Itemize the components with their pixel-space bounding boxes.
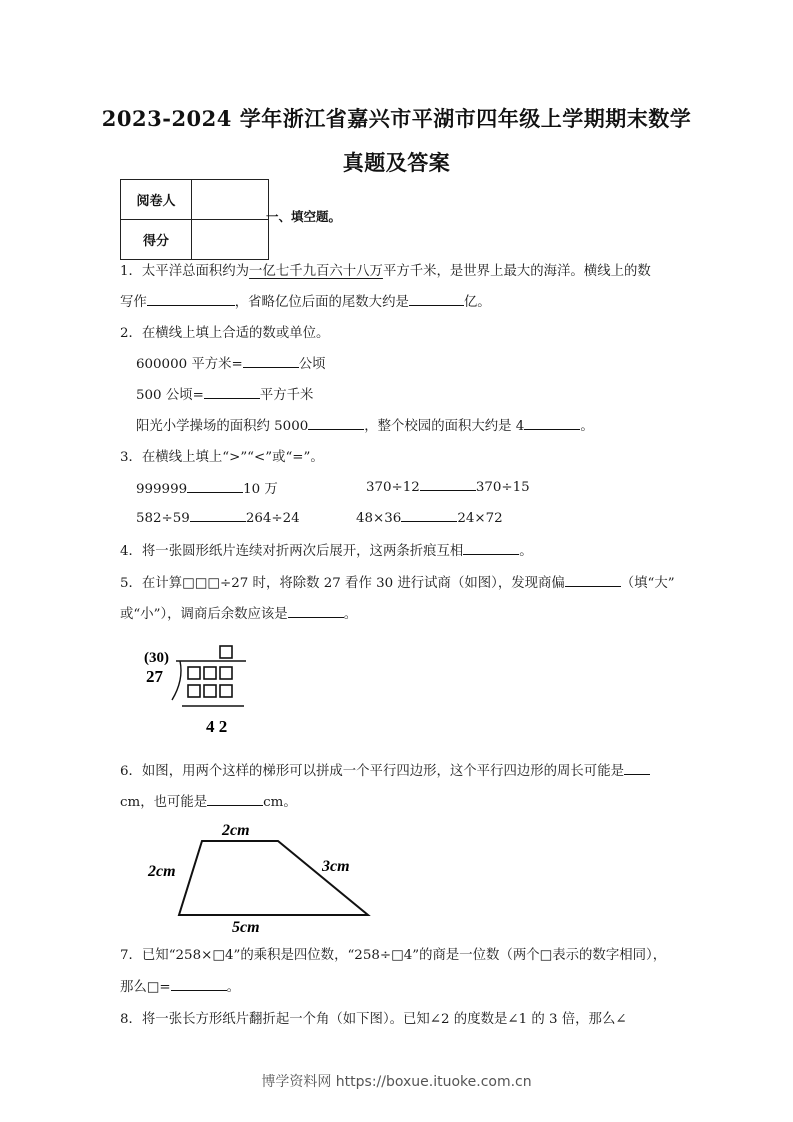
question-2b <box>136 384 313 403</box>
q3-item2-blank[interactable] <box>420 478 476 491</box>
q2a-text: 600000 平方米= <box>136 357 243 372</box>
question-1-line1 <box>120 260 651 279</box>
dividend-box-icon <box>220 667 232 679</box>
dividend-box-icon <box>204 667 216 679</box>
q3-item1-right: 10 万 <box>243 482 278 497</box>
q5-text-d: 。 <box>343 607 358 622</box>
product-box-icon <box>188 685 200 697</box>
q7-text-a: 那么□= <box>120 980 171 995</box>
question-4 <box>120 540 533 559</box>
q5-blank-direction[interactable] <box>565 574 621 587</box>
question-7-line2 <box>120 976 240 995</box>
q2b-blank[interactable] <box>204 386 260 399</box>
q2c-text-mid: ，整个校园的面积大约是 4 <box>364 419 525 434</box>
score-label: 得分 <box>121 220 192 260</box>
question-3-stem: 3．在横线上填上“>”“<”或“=”。 <box>120 450 324 465</box>
score-table <box>120 179 269 260</box>
left-side-label: 2cm <box>148 863 176 880</box>
q3-item1-blank[interactable] <box>187 480 243 493</box>
document-title-line2: 真题及答案 <box>342 150 451 175</box>
grader-label: 阅卷人 <box>121 180 192 220</box>
q6-text-c: cm。 <box>263 795 297 810</box>
q6-text-a: 6．如图，用两个这样的梯形可以拼成一个平行四边形，这个平行四边形的周长可能是 <box>120 764 624 779</box>
question-7-line1: 7．已知“258×□4”的乘积是四位数，“258÷□4”的商是一位数（两个□表示的数字相同）， <box>120 948 667 963</box>
q5-text-c: 或“小”），调商后余数应该是 <box>120 607 288 622</box>
q5-blank-remainder[interactable] <box>288 605 344 618</box>
grader-value <box>192 180 269 220</box>
q2c-blank-2[interactable] <box>524 417 580 430</box>
q6-text-b: cm，也可能是 <box>120 795 208 810</box>
score-value <box>192 220 269 260</box>
footer-watermark: 博学资料网 https://boxue.ituoke.com.cn <box>261 1074 532 1090</box>
q1-underlined-number: 一亿七千九百六十八万 <box>249 264 383 279</box>
q3-item2-left: 370÷12 <box>366 480 420 495</box>
q1-text-e: 亿。 <box>463 295 491 310</box>
bottom-side-label: 5cm <box>232 919 260 936</box>
question-6-line2 <box>120 791 297 810</box>
product-box-icon <box>220 685 232 697</box>
q3-item3-right: 264÷24 <box>245 511 300 526</box>
score-row-points <box>121 220 269 260</box>
question-6-line1 <box>120 760 650 779</box>
q3-item3-blank[interactable] <box>190 509 246 522</box>
q1-text-b: 平方千米，是世界上最大的海洋。横线上的数 <box>382 264 651 279</box>
q7-blank[interactable] <box>171 978 227 991</box>
q3-item4-left: 48×36 <box>356 511 402 526</box>
q3-item-3 <box>136 509 300 526</box>
q2c-blank-1[interactable] <box>308 417 364 430</box>
q1-blank-numeral[interactable] <box>147 293 235 306</box>
question-2-stem: 2．在横线上填上合适的数或单位。 <box>120 326 330 341</box>
long-division-figure <box>140 640 250 740</box>
q2c-text-end: 。 <box>580 419 594 434</box>
q2a-unit: 公顷 <box>298 357 326 372</box>
divisor-label: 27 <box>146 667 163 686</box>
q1-blank-estimate[interactable] <box>409 293 464 306</box>
q3-item1-left: 999999 <box>136 482 188 497</box>
trapezoid-figure <box>140 812 390 937</box>
q2b-unit: 平方千米 <box>259 388 314 403</box>
q1-text-a: 1．太平洋总面积约为 <box>120 264 250 279</box>
score-row-grader <box>121 180 269 220</box>
section-heading: 一、填空题。 <box>266 209 342 224</box>
q5-text-a: 5．在计算□□□÷27 时，将除数 27 看作 30 进行试商（如图），发现商偏 <box>120 576 565 591</box>
q4-end: 。 <box>519 544 533 559</box>
remainder-label: 4 2 <box>206 717 228 736</box>
division-bracket <box>172 661 181 700</box>
q2b-text: 500 公顷= <box>136 388 204 403</box>
document-title-line1: 2023-2024 学年浙江省嘉兴市平湖市四年级上学期期末数学 <box>101 106 692 131</box>
q1-text-c: 写作 <box>120 295 147 310</box>
q2a-blank[interactable] <box>243 355 299 368</box>
question-8-line1: 8．将一张长方形纸片翻折起一个角（如下图）。已知∠2 的度数是∠1 的 3 倍，那么∠ <box>120 1012 627 1027</box>
q3-item2-right: 370÷15 <box>475 480 530 495</box>
q3-item-1 <box>136 478 278 497</box>
q2c-text: 阳光小学操场的面积约 5000 <box>136 419 309 434</box>
question-1-line2 <box>120 291 491 310</box>
question-5-line1 <box>120 572 675 591</box>
quotient-box-icon <box>220 646 232 658</box>
q3-item4-blank[interactable] <box>401 509 457 522</box>
q5-text-b: （填“大” <box>620 576 675 591</box>
q1-text-d: ，省略亿位后面的尾数大约是 <box>234 295 409 310</box>
top-side-label: 2cm <box>222 822 250 839</box>
right-side-label: 3cm <box>322 858 350 875</box>
dividend-box-icon <box>188 667 200 679</box>
question-2c <box>136 415 594 434</box>
q6-blank-2[interactable] <box>207 793 263 806</box>
q3-item4-right: 24×72 <box>457 511 503 526</box>
q3-item-2 <box>366 478 530 495</box>
q3-item3-left: 582÷59 <box>136 511 190 526</box>
q7-text-b: 。 <box>226 980 241 995</box>
q3-item-4 <box>356 509 503 526</box>
product-box-icon <box>204 685 216 697</box>
q4-blank[interactable] <box>463 542 519 555</box>
trapezoid-shape <box>179 841 368 915</box>
trial-divisor-label: (30) <box>144 650 169 666</box>
question-5-line2 <box>120 603 357 622</box>
q6-blank-1[interactable] <box>624 762 650 775</box>
q4-text: 4．将一张圆形纸片连续对折两次后展开，这两条折痕互相 <box>120 544 464 559</box>
question-2a <box>136 353 326 372</box>
